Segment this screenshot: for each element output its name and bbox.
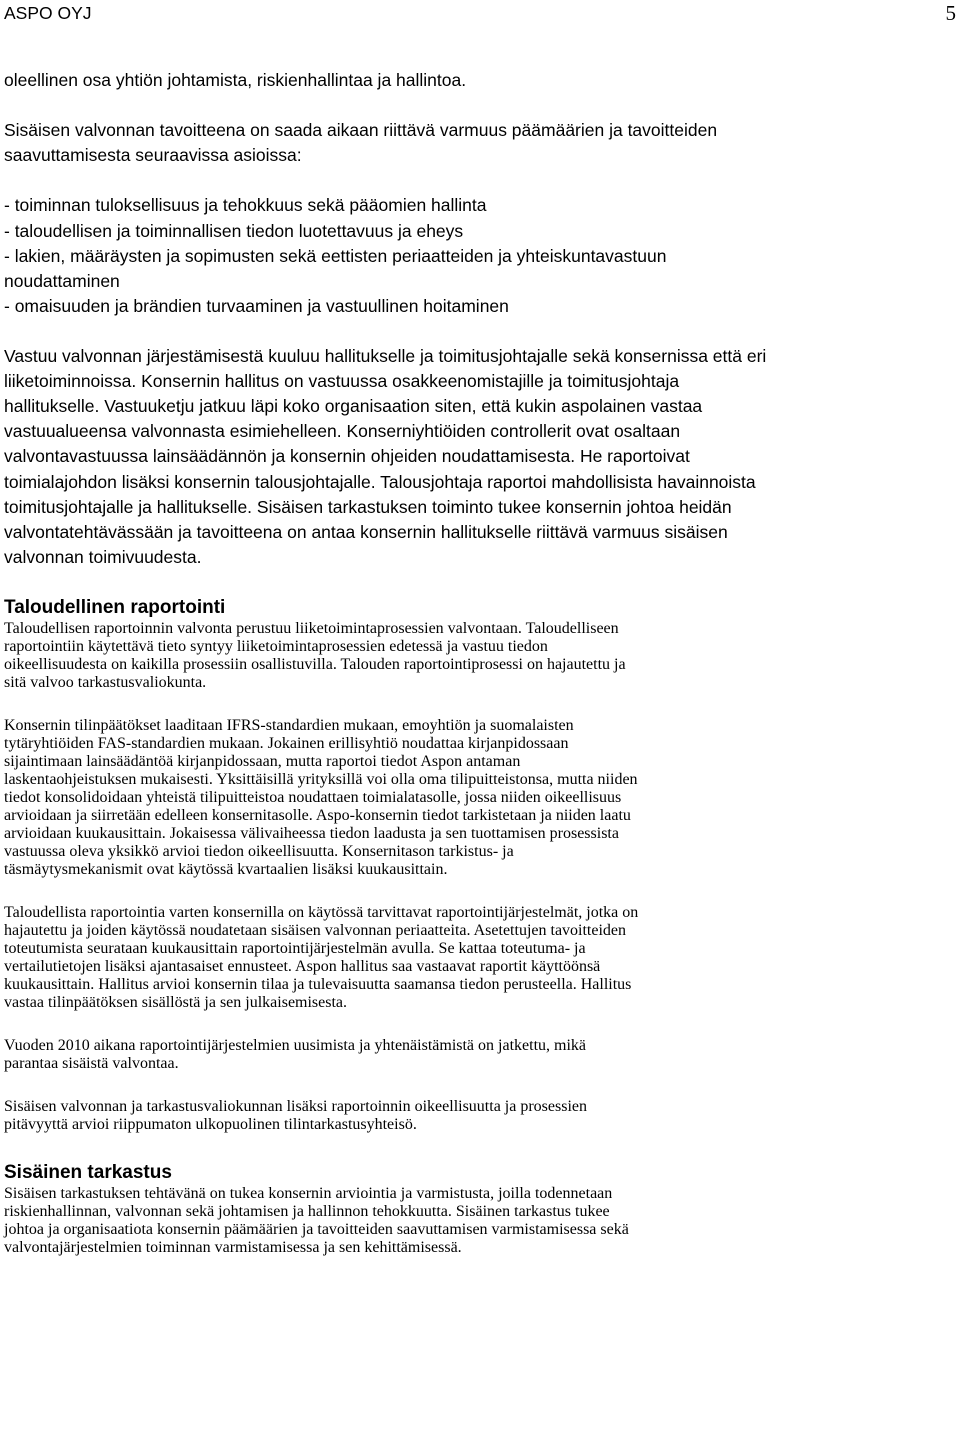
text-line: valvontavastuussa lainsäädännön ja konsernin ohjeiden noudattamisesta. He raportoivat <box>4 446 690 467</box>
text-line: oikeellisuudesta on kaikilla prosessiin osallistuvilla. Talouden raportointiprosessi on hajautettu ja <box>4 656 626 674</box>
text-line: vastuualueensa valvonnasta esimiehelleen. Konserniyhtiöiden controllerit ovat osaltaan <box>4 421 681 442</box>
text-line: vastuussa oleva yksikkö arvioi tiedon oikeellisuutta. Konsernitason tarkistus- ja <box>4 843 514 861</box>
text-line: Sisäisen valvonnan ja tarkastusvaliokunnan lisäksi raportoinnin oikeellisuutta ja prosessien <box>4 1098 587 1116</box>
text-line: johtoa ja organisaatiota konsernin päämäärien ja tavoitteiden saavuttamisen varmistamisessa sekä <box>4 1220 629 1238</box>
list-item: - toiminnan tuloksellisuus ja tehokkuus sekä pääomien hallinta <box>4 195 487 216</box>
text-line: hajautettu ja joiden käytössä noudatetaan sisäisen valvonnan periaatteita. Asetettujen tavoitteiden <box>4 922 627 940</box>
text-line: Taloudellista raportointia varten konsernilla on käytössä tarvittavat raportointijärjestelmät, jotka on <box>4 904 639 922</box>
paragraph-audit <box>4 1098 956 1134</box>
text-line: hallitukselle. Vastuuketju jatkuu läpi koko organisaation siten, että kukin aspolainen vastaa <box>4 396 703 417</box>
goals-list <box>4 193 956 318</box>
text-line: sijaintimaan lainsäädäntöä kirjanpidossaan, mutta raportoi tiedot Aspon antaman <box>4 753 521 771</box>
text-line: tiedot konsolidoidaan yhteistä tilipuitteistoa noudattaen toimialatasolle, jossa niiden oikeellisuus <box>4 789 622 807</box>
text-line: Konsernin tilinpäätökset laaditaan IFRS-standardien mukaan, emoyhtiön ja suomalaisten <box>4 717 574 735</box>
paragraph-intro: oleellinen osa yhtiön johtamista, riskienhallintaa ja hallintoa. <box>4 70 467 90</box>
paragraph-financial-reporting <box>4 620 956 692</box>
text-line: valvonnan toimivuudesta. <box>4 546 202 567</box>
paragraph-internal-audit <box>4 1185 956 1257</box>
section-heading-internal-audit: Sisäinen tarkastus <box>4 1161 172 1183</box>
text-line: laskentaohjeistuksen mukaisesti. Yksittäisillä yrityksillä voi olla oma tilipuitteistonsa, mutta niiden <box>4 771 638 789</box>
text-line: raportointiin käytettävä tieto syntyy liiketoimintaprosessien edetessä ja vastuu tiedon <box>4 638 548 656</box>
list-item: - omaisuuden ja brändien turvaaminen ja vastuullinen hoitaminen <box>4 295 509 316</box>
text-line: arvioidaan ja siirretään edelleen konsernitasolle. Aspo-konsernin tiedot tarkistetaan ja niiden laatu <box>4 807 631 825</box>
list-item: - taloudellisen ja toiminnallisen tiedon luotettavuus ja eheys <box>4 220 464 241</box>
text-line: Sisäisen tarkastuksen tehtävänä on tukea konsernin arviointia ja varmistusta, joilla todennetaan <box>4 1184 613 1202</box>
text-line: pitävyyttä arvioi riippumaton ulkopuolinen tilintarkastusyhteisö. <box>4 1116 417 1134</box>
section-heading-financial-reporting: Taloudellinen raportointi <box>4 596 226 618</box>
paragraph-ifrs <box>4 717 956 879</box>
paragraph-goals <box>4 118 956 168</box>
page-number: 5 <box>945 1 956 25</box>
text-line: sitä valvoo tarkastusvaliokunta. <box>4 674 207 692</box>
document-page <box>4 0 956 1257</box>
text-line: täsmäytysmekanismit ovat käytössä kvartaalien lisäksi kuukausittain. <box>4 861 448 879</box>
text-line: parantaa sisäistä valvontaa. <box>4 1055 179 1073</box>
list-item: - lakien, määräysten ja sopimusten sekä eettisten periaatteiden ja yhteiskuntavastuun <box>4 245 667 266</box>
text-line: arvioidaan kuukausittain. Jokaisessa välivaiheessa tiedon laadusta ja sen tuottamisen prosessista <box>4 825 619 843</box>
document-body <box>4 68 956 570</box>
text-line: liiketoiminnoissa. Konsernin hallitus on vastuussa osakkeenomistajille ja toimitusjohtaja <box>4 371 680 392</box>
text-line: valvontatehtävässään ja tavoitteena on antaa konsernin hallitukselle riittävä varmuus sisäisen <box>4 521 728 542</box>
text-line: Sisäisen valvonnan tavoitteena on saada aikaan riittävä varmuus päämäärien ja tavoitteiden <box>4 120 718 141</box>
company-name: ASPO OYJ <box>4 3 92 23</box>
text-line: tytäryhtiöiden FAS-standardien mukaan. Jokainen erillisyhtiö noudattaa kirjanpidossaan <box>4 735 569 753</box>
text-line: saavuttamisesta seuraavissa asioissa: <box>4 145 302 166</box>
text-line: Vastuu valvonnan järjestämisestä kuuluu hallitukselle ja toimitusjohtajalle sekä konsernissa että eri <box>4 346 767 367</box>
text-line: toimialajohdon lisäksi konsernin talousjohtajalle. Talousjohtaja raportoi mahdollisista havainnoista <box>4 471 756 492</box>
paragraph-2010 <box>4 1037 956 1073</box>
text-line: Vuoden 2010 aikana raportointijärjestelmien uusimista ja yhtenäistämistä on jatkettu, mikä <box>4 1037 587 1055</box>
text-line: valvontajärjestelmien toiminnan varmistamisessa ja sen kehittämisessä. <box>4 1238 462 1256</box>
paragraph-reporting-systems <box>4 904 956 1012</box>
list-item: noudattaminen <box>4 270 120 291</box>
text-line: toimitusjohtajalle ja hallitukselle. Sisäisen tarkastuksen toiminto tukee konsernin johtoa heidän <box>4 496 732 517</box>
text-line: riskienhallinnan, valvonnan sekä johtamisen ja hallinnon tehokkuutta. Sisäinen tarkastus tukee <box>4 1202 610 1220</box>
text-line: toteutumista seurataan kuukausittain raportointijärjestelmän avulla. Se kattaa toteutuma- ja <box>4 940 586 958</box>
text-line: vastaa tilinpäätöksen sisällöstä ja sen julkaisemisesta. <box>4 994 348 1012</box>
paragraph-responsibility <box>4 344 956 570</box>
text-line: vertailutietojen lisäksi ajantasaiset ennusteet. Aspon hallitus saa vastaavat raportit käyttöönsä <box>4 958 601 976</box>
page-header <box>4 0 956 40</box>
text-line: kuukausittain. Hallitus arvioi konsernin tilaa ja tulevaisuutta saamansa tiedon perusteella. Hallitus <box>4 976 632 994</box>
text-line: Taloudellisen raportoinnin valvonta perustuu liiketoimintaprosessien valvontaan. Taloudelliseen <box>4 620 619 638</box>
